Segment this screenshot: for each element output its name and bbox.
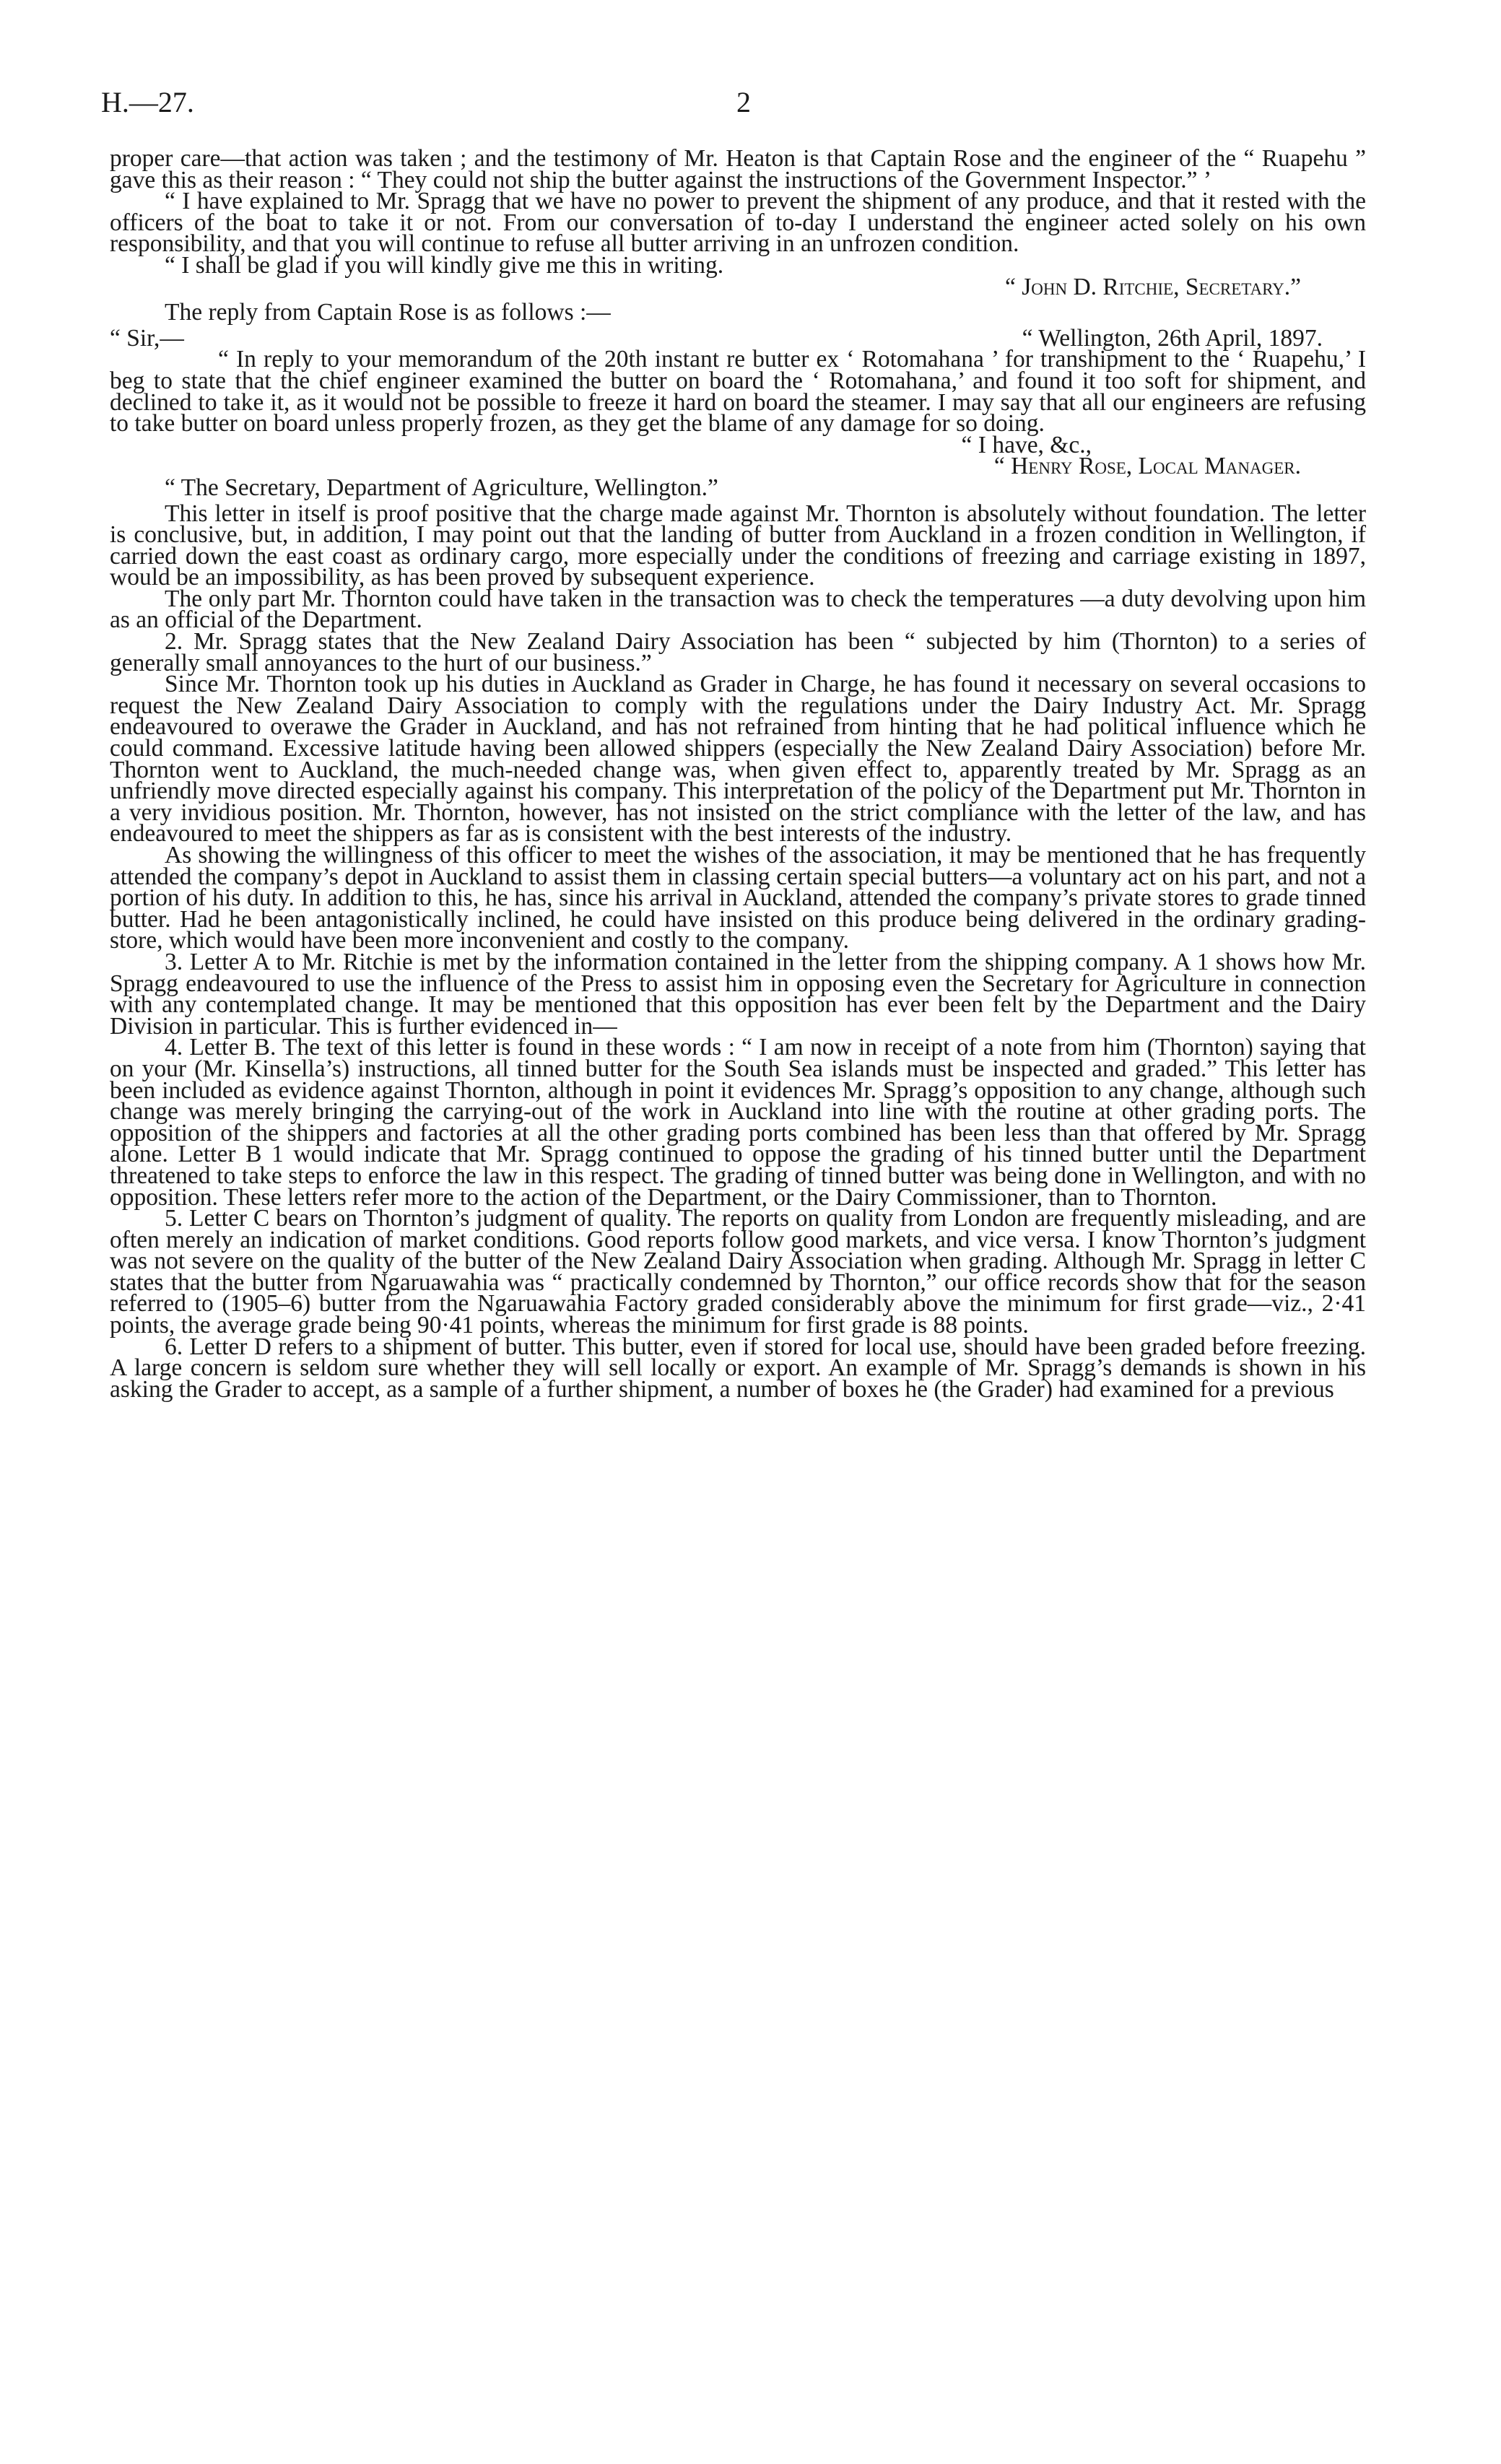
paragraph-1: proper care—that action was taken ; and the testimony of Mr. Heaton is that Captain Rose and the engineer of the “ Ruapehu ” gave this as their reason : “ They could not ship the butter against the instructions of the Government Inspector.” ’ [110, 145, 1366, 193]
paragraph-13: 5. Letter C bears on Thornton’s judgment of quality. The reports on quality from London are frequently misleading, and are often merely an indication of market conditions. Good reports follow good markets, and vice versa. I know Thornton’s judgment was not severe on the quality of the butter of the New Zealand Dairy Association when grading. Although Mr. Spragg in letter C states that the butter from Ngaruawahia was “ practically condemned by Thornton,” our office records show that for the season referred to (1905–6) butter from the Ngaruawahia Factory graded considerably above the minimum for first grade—viz., 2·41 points, the average grade being 90·41 points, whereas the minimum for first grade is 88 points. [110, 1205, 1366, 1339]
paragraph-7: The only part Mr. Thornton could have taken in the transaction was to check the temperatures —a duty devolving upon him as an official of the Department. [110, 585, 1366, 634]
paragraph-10: As showing the willingness of this officer to meet the wishes of the association, it may be mentioned that he has frequently attended the company’s depot in Auckland to assist them in classing certain special butters—a voluntary act on his part, and not a portion of his duty. In addition to this, he has, since his arrival in Auckland, attended the company’s private stores to grade tinned butter. Had he been antagonistically inclined, he could have insisted on this produce being delivered in the ordinary grading-store, which would have been more inconvenient and costly to the company. [110, 842, 1366, 954]
paragraph-2: “ I have explained to Mr. Spragg that we have no power to prevent the shipment of any produce, and that it rested with the officers of the boat to take it or not. From our conversation of to-day I understand the engineer acted solely on his own responsibility, and that you will continue to refuse all butter arriving in an unfrozen condition. [110, 188, 1366, 258]
document-body [110, 145, 1366, 1403]
paragraph-14: 6. Letter D refers to a shipment of butter. This butter, even if stored for local use, should have been graded before freezing. A large concern is seldom sure whether they will sell locally or export. An example of Mr. Spragg’s demands is shown in his asking the Grader to accept, as a sample of a further shipment, a number of boxes he (the Grader) had examined for a previous [110, 1333, 1366, 1403]
dateline: “ Wellington, 26th April, 1897. [1022, 324, 1323, 352]
paragraph-12: 4. Letter B. The text of this letter is found in these words : “ I am now in receipt of a note from him (Thornton) saying that on your (Mr. Kinsella’s) instructions, all tinned butter for the South Sea islands must be inspected and graded.” This letter has been included as evidence against Thornton, although in point it evidences Mr. Spragg’s opposition to any change, although such change was merely bringing the carrying-out of the work in Auckland into line with the routine at other grading ports. The opposition of the shippers and factories at all the other grading ports combined has been less than that offered by Mr. Spragg alone. Letter B 1 would indicate that Mr. Spragg continued to oppose the grading of his tinned butter until the Department threatened to take steps to enforce the law in this respect. The grading of tinned butter was being done in Wellington, and with no opposition. These letters refer more to the action of the Department, or the Dairy Commissioner, than to Thornton. [110, 1034, 1366, 1211]
paragraph-8: 2. Mr. Spragg states that the New Zealand Dairy Association has been “ subjected by him (Thornton) to a series of generally small annoyances to the hurt of our business.” [110, 628, 1366, 676]
signature-rose: “ Henry Rose, Local Manager. [993, 453, 1301, 480]
paragraph-5: “ In reply to your memorandum of the 20th instant re butter ex ‘ Rotomahana ’ for transhipment to the ‘ Ruapehu,’ I beg to state that the chief engineer examined the butter on board the ‘ Rotomahana,’ and found it too soft for shipment, and declined to take it, as it would not be possible to freeze it hard on board the steamer. I may say that all our engineers are refusing to take butter on board unless properly frozen, as they get the blame of any damage for so doing. [110, 346, 1366, 437]
page-number: 2 [736, 86, 751, 118]
closing: “ I have, &c., [961, 431, 1092, 458]
paragraph-9: Since Mr. Thornton took up his duties in Auckland as Grader in Charge, he has found it necessary on several occasions to request the New Zealand Dairy Association to comply with the regulations under the Dairy Industry Act. Mr. Spragg endeavoured to overawe the Grader in Auckland, and has not refrained from hinting that he had political influence which he could command. Excessive latitude having been allowed shippers (especially the New Zealand Dairy Association) before Mr. Thornton went to Auckland, the much-needed change was, when given effect to, apparently treated by Mr. Spragg as an unfriendly move directed especially against his company. This interpretation of the policy of the Department put Mr. Thornton in a very invidious position. Mr. Thornton, however, has not insisted on the strict compliance with the letter of the law, and has endeavoured to meet the shippers as far as is consistent with the best interests of the industry. [110, 671, 1366, 848]
paragraph-4: The reply from Captain Rose is as follows :— [165, 299, 611, 326]
addressee: “ The Secretary, Department of Agriculture, Wellington.” [165, 474, 718, 501]
paragraph-11: 3. Letter A to Mr. Ritchie is met by the information contained in the letter from the shipping company. A 1 shows how Mr. Spragg endeavoured to use the influence of the Press to assist him in opposing even the Secretary for Agriculture in connection with any contemplated change. It may be mentioned that this opposition has ever been felt by the Department and the Dairy Division in particular. This is further evidenced in— [110, 948, 1366, 1040]
page-header [101, 85, 1372, 129]
salutation: “ Sir,— [110, 324, 184, 352]
signature-ritchie: “ John D. Ritchie, Secretary.” [1004, 273, 1301, 300]
paragraph-6: This letter in itself is proof positive that the charge made against Mr. Thornton is absolutely without foundation. The letter is conclusive, but, in addition, I may point out that the landing of butter from Auckland in a frozen condition in Wellington, if carried down the east coast as ordinary cargo, more especially under the conditions of freezing and carriage existing in 1897, would be an impossibility, as has been proved by subsequent experience. [110, 500, 1366, 591]
paragraph-3: “ I shall be glad if you will kindly give me this in writing. [165, 251, 724, 279]
document-id: H.—27. [101, 86, 194, 118]
